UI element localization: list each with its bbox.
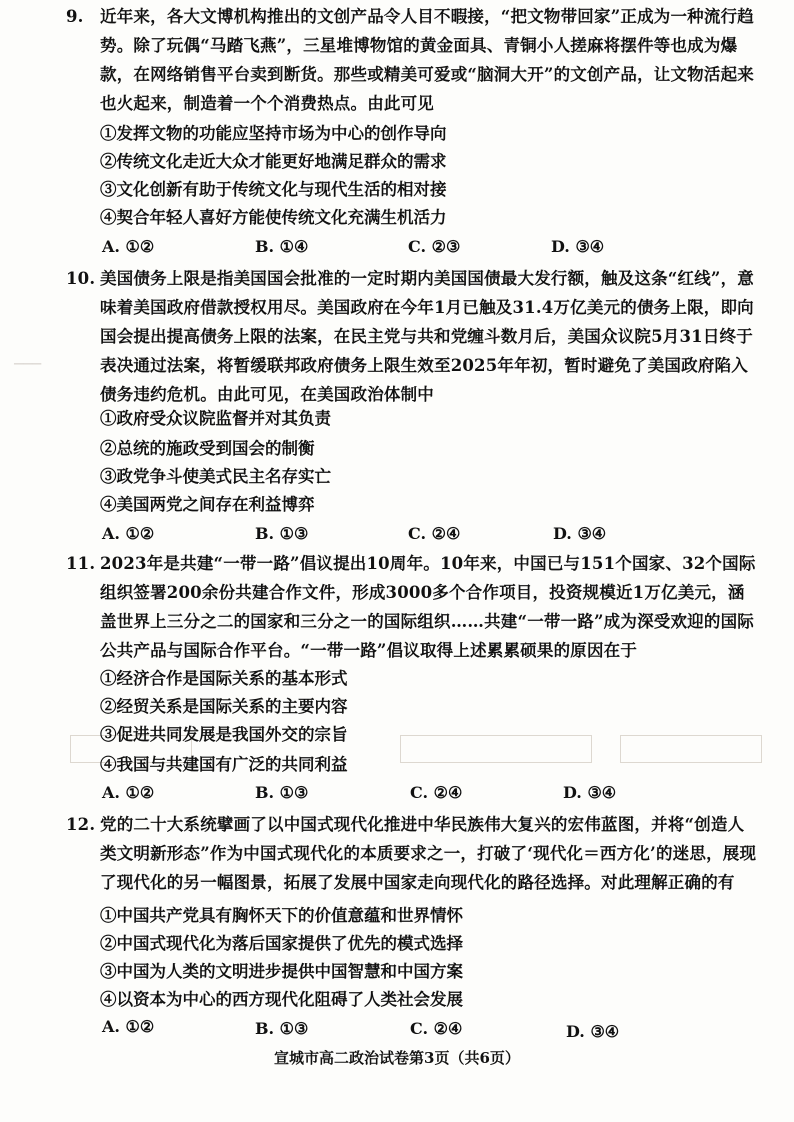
question-9-option-1: ①发挥文物的功能应坚持市场为中心的创作导向 — [100, 124, 447, 143]
question-9-number: 9. — [66, 7, 84, 26]
question-12-choice-a: A. ①② — [102, 1017, 155, 1036]
question-12-option-4: ④以资本为中心的西方现代化阻碍了人类社会发展 — [100, 990, 463, 1009]
question-9-choice-d: D. ③④ — [551, 237, 605, 256]
question-11-option-3: ③促进共同发展是我国外交的宗旨 — [100, 725, 348, 744]
question-9-choice-c: C. ②③ — [408, 237, 461, 256]
question-9-stem — [66, 2, 758, 118]
question-11-option-4: ④我国与共建国有广泛的共同利益 — [100, 755, 348, 774]
question-11-option-2: ②经贸关系是国际关系的主要内容 — [100, 697, 348, 716]
question-10-stem — [66, 264, 758, 409]
page-footer: 宣城市高二政治试卷第3页（共6页） — [274, 1049, 520, 1067]
question-9-option-2: ②传统文化走近大众才能更好地满足群众的需求 — [100, 152, 447, 171]
question-10-choice-c: C. ②④ — [408, 524, 461, 543]
question-11-choice-b: B. ①③ — [255, 783, 309, 802]
question-10-option-2: ②总统的施政受到国会的制衡 — [100, 439, 315, 458]
question-11-text: 2023年是共建“一带一路”倡议提出10周年。10年来，中国已与151个国家、32个国际组织签署200余份共建合作文件，形成3000多个合作项目，投资规模近1万亿美元，涵盖世界上三分之二的国家和三分之一的国际组织……共建“一带一路”成为深受欢迎的国际公共产品与国际合作平台。“一带一路”倡议取得上述累累硕果的原因在于 — [100, 554, 756, 660]
question-12-choice-b: B. ①③ — [255, 1019, 309, 1038]
question-12-text: 党的二十大系统擘画了以中国式现代化推进中华民族伟大复兴的宏伟蓝图，并将“创造人类文明新形态”作为中国式现代化的本质要求之一，打破了‘现代化＝西方化’的迷思，展现了现代化的另一幅图景，拓展了发展中国家走向现代化的路径选择。对此理解正确的有 — [100, 815, 757, 892]
question-9-option-4: ④契合年轻人喜好方能使传统文化充满生机活力 — [100, 208, 447, 227]
question-9-choice-b: B. ①④ — [255, 237, 309, 256]
question-10-option-4: ④美国两党之间存在利益博弈 — [100, 495, 315, 514]
question-11-number: 11. — [66, 554, 96, 573]
question-9-choice-a: A. ①② — [102, 237, 155, 256]
question-12-number: 12. — [66, 815, 96, 834]
question-12-option-3: ③中国为人类的文明进步提供中国智慧和中国方案 — [100, 962, 463, 981]
question-11-option-1: ①经济合作是国际关系的基本形式 — [100, 669, 348, 688]
question-10-option-3: ③政党争斗使美式民主名存实亡 — [100, 467, 331, 486]
question-10-choice-b: B. ①③ — [255, 524, 309, 543]
question-11-choice-a: A. ①② — [102, 783, 155, 802]
question-10-number: 10. — [66, 269, 96, 288]
question-9-text: 近年来，各大文博机构推出的文创产品令人目不暇接，“把文物带回家”正成为一种流行趋势。除了玩偶“马踏飞燕”，三星堆博物馆的黄金面具、青铜小人搓麻将摆件等也成为爆款，在网络销售平台卖到断货。那些或精美可爱或“脑洞大开”的文创产品，让文物活起来也火起来，制造着一个个消费热点。由此可见 — [100, 7, 754, 113]
question-10-choice-a: A. ①② — [102, 524, 155, 543]
question-11-choice-d: D. ③④ — [563, 783, 617, 802]
bleed-through-box — [400, 735, 592, 763]
bleed-through-box — [620, 735, 762, 763]
bleed-through-text: ─── — [14, 355, 42, 373]
question-12-option-2: ②中国式现代化为落后国家提供了优先的模式选择 — [100, 934, 463, 953]
question-12-choice-d: D. ③④ — [566, 1022, 620, 1041]
question-11-stem — [66, 549, 758, 665]
question-10-text: 美国债务上限是指美国国会批准的一定时期内美国国债最大发行额，触及这条“红线”，意味着美国政府借款授权用尽。美国政府在今年1月已触及31.4万亿美元的债务上限，即向国会提出提高债务上限的法案，在民主党与共和党缠斗数月后，美国众议院5月31日终于表决通过法案，将暂缓联邦政府债务上限生效至2025年年初，暂时避免了美国政府陷入债务违约危机。由此可见，在美国政治体制中 — [100, 269, 754, 404]
question-10-option-1: ①政府受众议院监督并对其负责 — [100, 409, 331, 428]
question-10-choice-d: D. ③④ — [553, 524, 607, 543]
question-9-option-3: ③文化创新有助于传统文化与现代生活的相对接 — [100, 180, 447, 199]
question-12-choice-c: C. ②④ — [410, 1019, 463, 1038]
question-11-choice-c: C. ②④ — [410, 783, 463, 802]
question-12-stem — [66, 810, 758, 897]
question-12-option-1: ①中国共产党具有胸怀天下的价值意蕴和世界情怀 — [100, 906, 463, 925]
